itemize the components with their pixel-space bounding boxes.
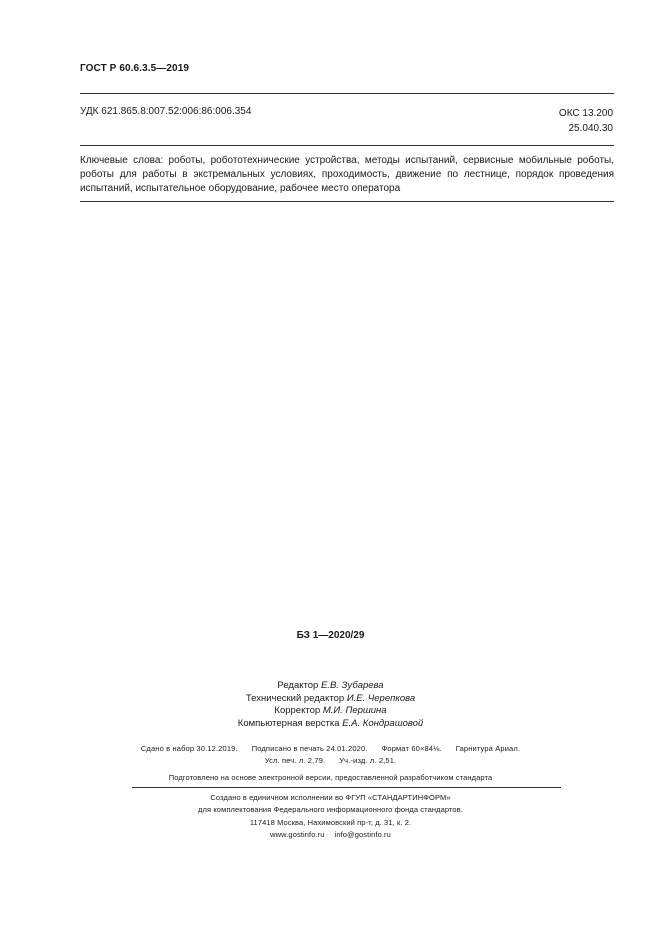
print-format: Формат 60×84⅛. bbox=[381, 744, 442, 753]
credit-tech-editor bbox=[0, 693, 661, 706]
print-font: Гарнитура Ариал. bbox=[455, 744, 521, 753]
credit-corrector bbox=[0, 705, 661, 718]
print-info bbox=[0, 743, 661, 767]
divider-top bbox=[80, 93, 614, 94]
publisher-address bbox=[0, 817, 661, 840]
website-link[interactable]: www.gostinfo.ru bbox=[270, 829, 325, 839]
publisher-line-2: для комплектования Федерального информационного фонда стандартов. bbox=[198, 804, 463, 814]
divider-keywords bbox=[80, 201, 614, 202]
print-pl: Усл. печ. л. 2,79. bbox=[264, 756, 326, 765]
publisher-info bbox=[0, 792, 661, 815]
publisher-line-1: Создано в единичном исполнении во ФГУП «СТАНДАРТИНФОРМ» bbox=[210, 793, 451, 802]
credit-role: Редактор bbox=[277, 680, 319, 691]
print-izd: Уч.-изд. л. 2,51. bbox=[339, 756, 397, 765]
divider-middle bbox=[80, 145, 614, 146]
print-signed: Подписано в печать 24.01.2020. bbox=[251, 744, 368, 753]
credit-layout bbox=[0, 718, 661, 731]
address-line: 117418 Москва, Нахимовский пр-т, д. 31, к. 2. bbox=[249, 818, 412, 827]
credit-name: М.И. Першина bbox=[322, 705, 387, 716]
credit-name: Е.А. Кондрашовой bbox=[342, 717, 424, 729]
oks-codes bbox=[559, 106, 613, 136]
prepared-note: Подготовлено на основе электронной версии, предоставленной разработчиком стандарта bbox=[168, 773, 493, 782]
print-info-line-2 bbox=[0, 755, 661, 767]
credit-editor bbox=[0, 680, 661, 693]
bz-number: БЗ 1—2020/29 bbox=[296, 630, 365, 641]
credit-role: Корректор bbox=[274, 705, 321, 716]
credits-block bbox=[0, 680, 661, 730]
credit-role: Компьютерная верстка bbox=[237, 717, 340, 729]
contacts-line bbox=[0, 829, 661, 841]
udc-code: УДК 621.865.8:007.52:006:86:006.354 bbox=[80, 106, 252, 117]
document-code: ГОСТ Р 60.6.3.5—2019 bbox=[80, 63, 190, 74]
keywords-text: Ключевые слова: роботы, робототехнические устройства, методы испытаний, сервисные мобильные роботы, роботы для работы в экстремальных условиях, проходимость, движение по лестнице, порядок проведения испытаний, испытательное оборудование, рабочее место оператора bbox=[80, 155, 614, 194]
print-info-line-1 bbox=[0, 743, 661, 755]
credit-role: Технический редактор bbox=[245, 692, 345, 704]
print-sent: Сдано в набор 30.12.2019. bbox=[140, 744, 238, 753]
credit-name: И.Е. Черепкова bbox=[346, 692, 416, 704]
oks-line-1: ОКС 13.200 bbox=[558, 108, 613, 119]
oks-line-2: 25.040.30 bbox=[568, 123, 613, 134]
divider-publisher bbox=[132, 787, 561, 788]
email-link[interactable]: info@gostinfo.ru bbox=[334, 829, 391, 839]
credit-name: Е.В. Зубарева bbox=[320, 680, 384, 691]
